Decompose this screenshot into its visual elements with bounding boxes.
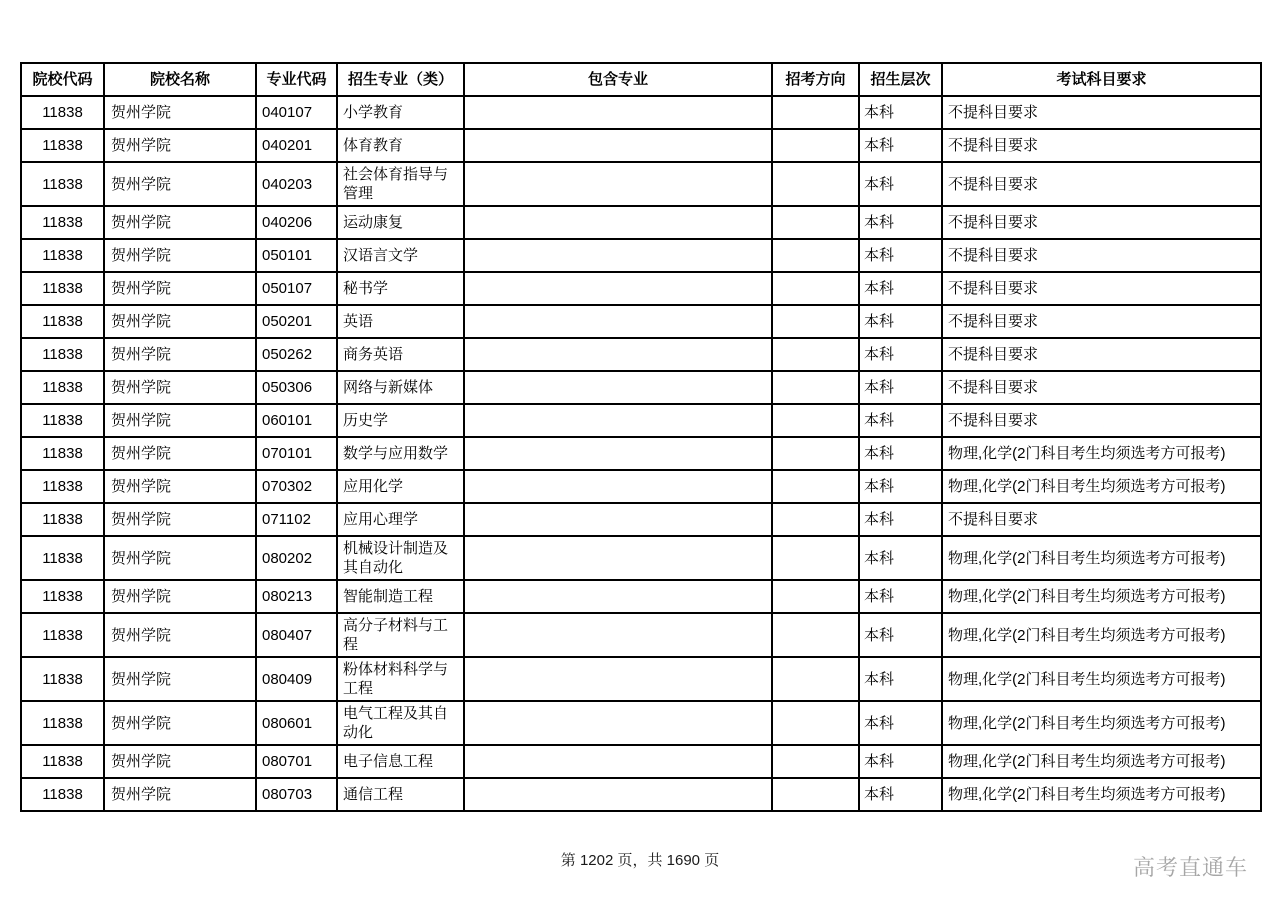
- page-indicator: 第 1202 页，共 1690 页: [560, 852, 720, 869]
- table-row: [21, 778, 1261, 811]
- cell-included-majors: [464, 745, 772, 778]
- cell-included-majors: [464, 162, 772, 206]
- cell-major-name: 历史学: [337, 404, 464, 437]
- cell-school-name: 贺州学院: [104, 657, 256, 701]
- cell-level: 本科: [859, 272, 942, 305]
- col-header-subject-req: 考试科目要求: [942, 63, 1261, 96]
- cell-school-code: 11838: [21, 206, 104, 239]
- cell-major-name: 通信工程: [337, 778, 464, 811]
- cell-direction: [772, 206, 859, 239]
- cell-major-name: 数学与应用数学: [337, 437, 464, 470]
- cell-school-name: 贺州学院: [104, 371, 256, 404]
- cell-subject-req: 物理,化学(2门科目考生均须选考方可报考): [942, 470, 1261, 503]
- table-row: [21, 701, 1261, 745]
- cell-direction: [772, 503, 859, 536]
- cell-school-name: 贺州学院: [104, 96, 256, 129]
- cell-school-name: 贺州学院: [104, 272, 256, 305]
- cell-school-name: 贺州学院: [104, 580, 256, 613]
- cell-level: 本科: [859, 338, 942, 371]
- cell-major-name: 应用化学: [337, 470, 464, 503]
- table-row: [21, 503, 1261, 536]
- cell-school-code: 11838: [21, 745, 104, 778]
- table-row: [21, 371, 1261, 404]
- cell-included-majors: [464, 239, 772, 272]
- cell-school-code: 11838: [21, 580, 104, 613]
- cell-level: 本科: [859, 129, 942, 162]
- col-header-school-code: 院校代码: [21, 63, 104, 96]
- cell-included-majors: [464, 437, 772, 470]
- cell-subject-req: 不提科目要求: [942, 239, 1261, 272]
- cell-included-majors: [464, 96, 772, 129]
- watermark: 高考直通车: [1132, 855, 1248, 880]
- cell-school-name: 贺州学院: [104, 503, 256, 536]
- admissions-table: [20, 62, 1262, 812]
- col-header-school-name: 院校名称: [104, 63, 256, 96]
- cell-subject-req: 不提科目要求: [942, 338, 1261, 371]
- col-header-level: 招生层次: [859, 63, 942, 96]
- table-row: [21, 272, 1261, 305]
- cell-level: 本科: [859, 503, 942, 536]
- cell-level: 本科: [859, 778, 942, 811]
- cell-school-name: 贺州学院: [104, 129, 256, 162]
- cell-level: 本科: [859, 162, 942, 206]
- cell-major-code: 080701: [256, 745, 337, 778]
- col-header-major-code: 专业代码: [256, 63, 337, 96]
- cell-major-code: 050201: [256, 305, 337, 338]
- cell-major-name: 智能制造工程: [337, 580, 464, 613]
- cell-direction: [772, 371, 859, 404]
- header-row: [21, 63, 1261, 96]
- cell-school-code: 11838: [21, 701, 104, 745]
- cell-major-code: 080213: [256, 580, 337, 613]
- cell-direction: [772, 129, 859, 162]
- cell-level: 本科: [859, 437, 942, 470]
- cell-direction: [772, 470, 859, 503]
- cell-school-code: 11838: [21, 96, 104, 129]
- cell-major-code: 050107: [256, 272, 337, 305]
- table-row: [21, 305, 1261, 338]
- cell-school-name: 贺州学院: [104, 613, 256, 657]
- cell-included-majors: [464, 129, 772, 162]
- cell-major-name: 电气工程及其自动化: [337, 701, 464, 745]
- cell-included-majors: [464, 657, 772, 701]
- cell-major-name: 英语: [337, 305, 464, 338]
- cell-direction: [772, 437, 859, 470]
- cell-included-majors: [464, 613, 772, 657]
- cell-subject-req: 不提科目要求: [942, 206, 1261, 239]
- table-row: [21, 96, 1261, 129]
- cell-subject-req: 不提科目要求: [942, 371, 1261, 404]
- cell-level: 本科: [859, 305, 942, 338]
- cell-direction: [772, 162, 859, 206]
- cell-school-code: 11838: [21, 778, 104, 811]
- cell-subject-req: 物理,化学(2门科目考生均须选考方可报考): [942, 657, 1261, 701]
- cell-level: 本科: [859, 470, 942, 503]
- cell-direction: [772, 404, 859, 437]
- cell-level: 本科: [859, 96, 942, 129]
- cell-major-code: 050306: [256, 371, 337, 404]
- cell-included-majors: [464, 305, 772, 338]
- cell-subject-req: 物理,化学(2门科目考生均须选考方可报考): [942, 745, 1261, 778]
- cell-school-name: 贺州学院: [104, 305, 256, 338]
- cell-included-majors: [464, 470, 772, 503]
- cell-school-code: 11838: [21, 129, 104, 162]
- cell-major-name: 小学教育: [337, 96, 464, 129]
- cell-subject-req: 不提科目要求: [942, 305, 1261, 338]
- cell-school-name: 贺州学院: [104, 239, 256, 272]
- cell-direction: [772, 239, 859, 272]
- cell-subject-req: 不提科目要求: [942, 129, 1261, 162]
- cell-school-name: 贺州学院: [104, 778, 256, 811]
- cell-major-code: 060101: [256, 404, 337, 437]
- cell-level: 本科: [859, 613, 942, 657]
- cell-subject-req: 不提科目要求: [942, 404, 1261, 437]
- cell-major-code: 040203: [256, 162, 337, 206]
- table-row: [21, 338, 1261, 371]
- cell-school-name: 贺州学院: [104, 437, 256, 470]
- cell-school-name: 贺州学院: [104, 404, 256, 437]
- cell-major-code: 080202: [256, 536, 337, 580]
- table-row: [21, 239, 1261, 272]
- cell-major-name: 运动康复: [337, 206, 464, 239]
- cell-major-name: 汉语言文学: [337, 239, 464, 272]
- cell-direction: [772, 96, 859, 129]
- cell-direction: [772, 536, 859, 580]
- cell-major-name: 网络与新媒体: [337, 371, 464, 404]
- cell-school-name: 贺州学院: [104, 536, 256, 580]
- cell-major-name: 应用心理学: [337, 503, 464, 536]
- cell-direction: [772, 338, 859, 371]
- table-row: [21, 129, 1261, 162]
- cell-subject-req: 物理,化学(2门科目考生均须选考方可报考): [942, 778, 1261, 811]
- cell-included-majors: [464, 536, 772, 580]
- cell-subject-req: 不提科目要求: [942, 96, 1261, 129]
- cell-level: 本科: [859, 536, 942, 580]
- cell-school-name: 贺州学院: [104, 745, 256, 778]
- table-row: [21, 470, 1261, 503]
- cell-level: 本科: [859, 206, 942, 239]
- col-header-direction: 招考方向: [772, 63, 859, 96]
- cell-major-code: 040201: [256, 129, 337, 162]
- cell-included-majors: [464, 338, 772, 371]
- cell-school-code: 11838: [21, 404, 104, 437]
- cell-major-code: 080601: [256, 701, 337, 745]
- cell-school-code: 11838: [21, 503, 104, 536]
- cell-major-name: 秘书学: [337, 272, 464, 305]
- cell-direction: [772, 305, 859, 338]
- cell-included-majors: [464, 701, 772, 745]
- cell-direction: [772, 272, 859, 305]
- cell-school-code: 11838: [21, 657, 104, 701]
- cell-major-name: 体育教育: [337, 129, 464, 162]
- cell-level: 本科: [859, 701, 942, 745]
- cell-school-code: 11838: [21, 162, 104, 206]
- cell-major-name: 机械设计制造及其自动化: [337, 536, 464, 580]
- cell-major-code: 050101: [256, 239, 337, 272]
- table-body: [21, 96, 1261, 811]
- cell-included-majors: [464, 778, 772, 811]
- cell-major-name: 社会体育指导与管理: [337, 162, 464, 206]
- cell-included-majors: [464, 580, 772, 613]
- cell-school-code: 11838: [21, 613, 104, 657]
- table-row: [21, 437, 1261, 470]
- cell-school-code: 11838: [21, 371, 104, 404]
- cell-school-code: 11838: [21, 470, 104, 503]
- table-row: [21, 613, 1261, 657]
- table-row: [21, 206, 1261, 239]
- cell-direction: [772, 701, 859, 745]
- cell-major-code: 080409: [256, 657, 337, 701]
- cell-included-majors: [464, 206, 772, 239]
- cell-school-code: 11838: [21, 239, 104, 272]
- cell-school-name: 贺州学院: [104, 162, 256, 206]
- cell-subject-req: 物理,化学(2门科目考生均须选考方可报考): [942, 536, 1261, 580]
- cell-school-code: 11838: [21, 272, 104, 305]
- cell-direction: [772, 613, 859, 657]
- cell-level: 本科: [859, 404, 942, 437]
- table-row: [21, 162, 1261, 206]
- cell-direction: [772, 657, 859, 701]
- cell-school-name: 贺州学院: [104, 701, 256, 745]
- cell-direction: [772, 745, 859, 778]
- cell-major-name: 粉体材料科学与工程: [337, 657, 464, 701]
- cell-included-majors: [464, 404, 772, 437]
- cell-subject-req: 不提科目要求: [942, 162, 1261, 206]
- cell-subject-req: 物理,化学(2门科目考生均须选考方可报考): [942, 613, 1261, 657]
- cell-direction: [772, 580, 859, 613]
- cell-subject-req: 物理,化学(2门科目考生均须选考方可报考): [942, 580, 1261, 613]
- cell-major-code: 071102: [256, 503, 337, 536]
- cell-school-name: 贺州学院: [104, 470, 256, 503]
- cell-major-code: 070302: [256, 470, 337, 503]
- cell-major-name: 电子信息工程: [337, 745, 464, 778]
- cell-direction: [772, 778, 859, 811]
- cell-major-code: 070101: [256, 437, 337, 470]
- table-row: [21, 657, 1261, 701]
- cell-level: 本科: [859, 745, 942, 778]
- cell-school-code: 11838: [21, 536, 104, 580]
- cell-school-name: 贺州学院: [104, 338, 256, 371]
- cell-included-majors: [464, 503, 772, 536]
- table-row: [21, 580, 1261, 613]
- table-row: [21, 745, 1261, 778]
- cell-level: 本科: [859, 657, 942, 701]
- cell-school-code: 11838: [21, 305, 104, 338]
- cell-level: 本科: [859, 239, 942, 272]
- table-row: [21, 404, 1261, 437]
- cell-major-code: 040107: [256, 96, 337, 129]
- cell-major-name: 高分子材料与工程: [337, 613, 464, 657]
- cell-included-majors: [464, 272, 772, 305]
- cell-school-name: 贺州学院: [104, 206, 256, 239]
- cell-subject-req: 物理,化学(2门科目考生均须选考方可报考): [942, 701, 1261, 745]
- cell-major-code: 050262: [256, 338, 337, 371]
- cell-subject-req: 不提科目要求: [942, 503, 1261, 536]
- cell-included-majors: [464, 371, 772, 404]
- cell-subject-req: 物理,化学(2门科目考生均须选考方可报考): [942, 437, 1261, 470]
- cell-school-code: 11838: [21, 338, 104, 371]
- col-header-included-majors: 包含专业: [464, 63, 772, 96]
- cell-school-code: 11838: [21, 437, 104, 470]
- cell-level: 本科: [859, 371, 942, 404]
- cell-major-name: 商务英语: [337, 338, 464, 371]
- cell-major-code: 080407: [256, 613, 337, 657]
- cell-level: 本科: [859, 580, 942, 613]
- table-row: [21, 536, 1261, 580]
- col-header-major-name: 招生专业（类）: [337, 63, 464, 96]
- cell-major-code: 040206: [256, 206, 337, 239]
- cell-major-code: 080703: [256, 778, 337, 811]
- cell-subject-req: 不提科目要求: [942, 272, 1261, 305]
